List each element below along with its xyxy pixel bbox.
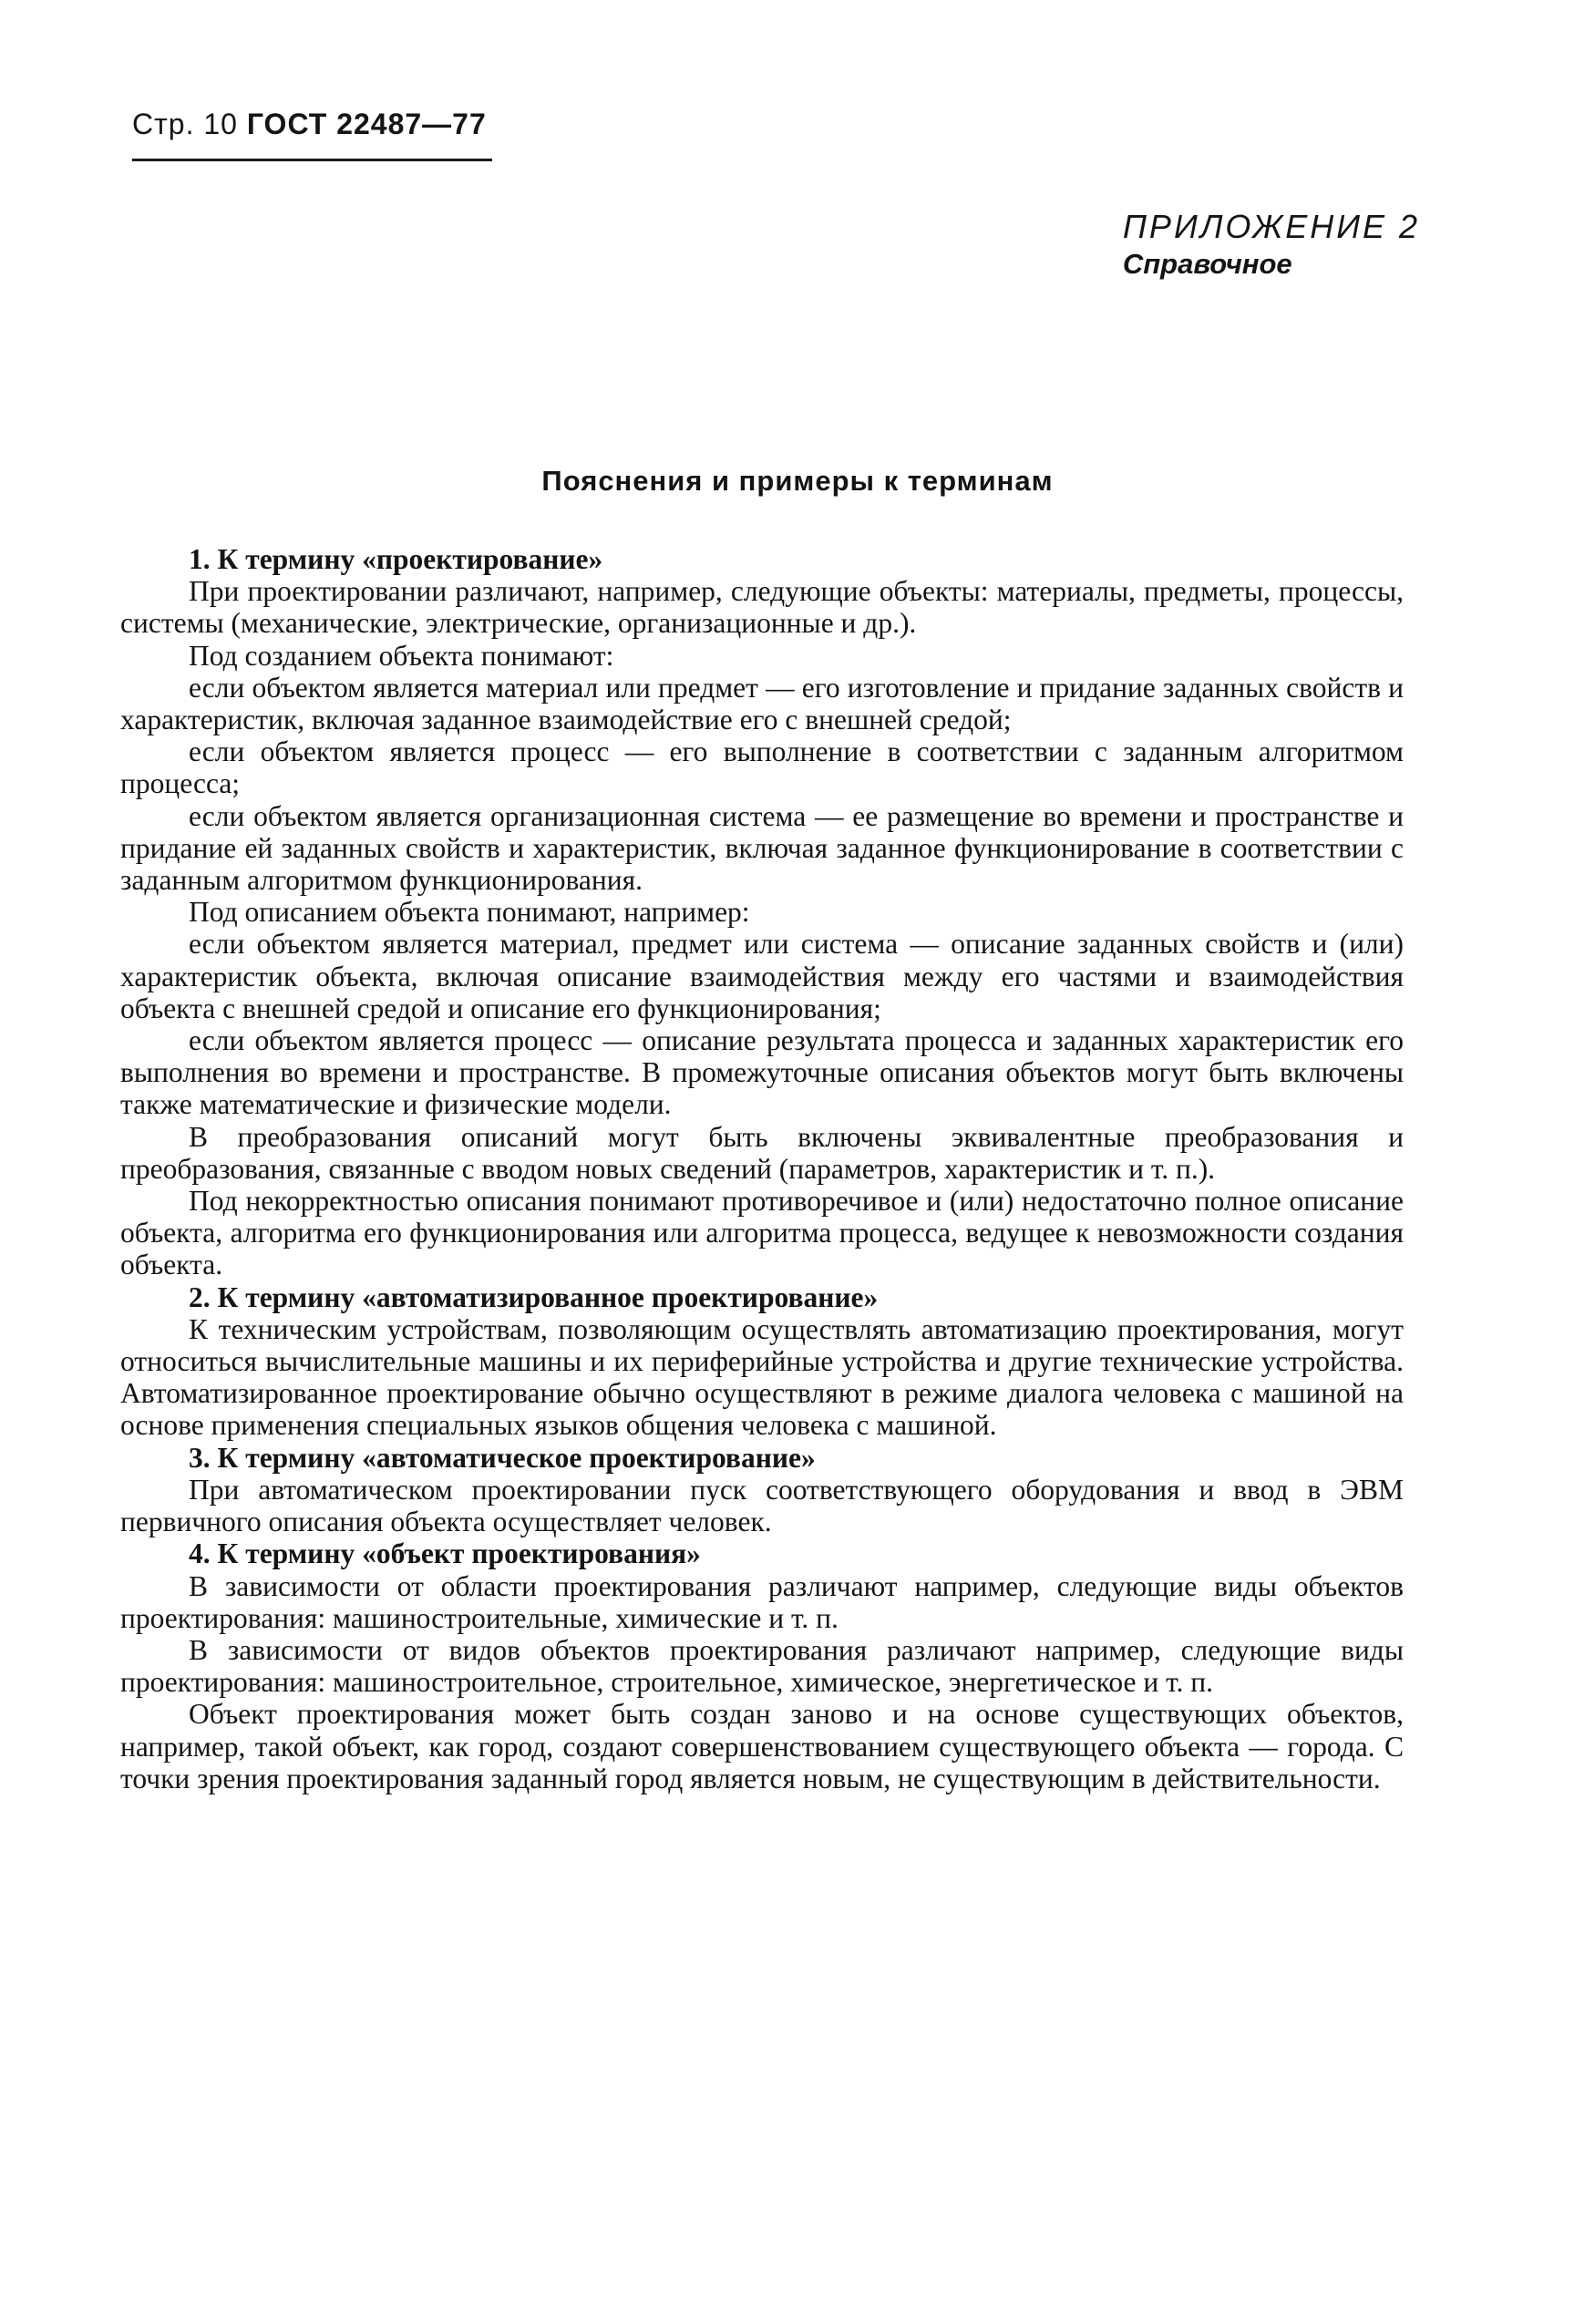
paragraph: Под описанием объекта понимают, например:: [189, 896, 750, 929]
section-heading: 2. К термину «автоматизированное проектирование»: [189, 1280, 879, 1313]
appendix-title: ПРИЛОЖЕНИЕ 2: [1122, 208, 1420, 245]
paragraph: если объектом является процесс — его выполнение в соответствии с заданным алгоритмом процесса;: [120, 735, 1404, 800]
paragraph: Под некорректностью описания понимают противоречивое и (или) недостаточно полное описание объекта, алгоритма его функционирования или алгоритма процесса, ведущее к невозможности создания объекта.: [120, 1185, 1404, 1281]
paragraph: При автоматическом проектировании пуск соответствующего оборудования и ввод в ЭВМ первичного описания объекта осуществляет человек.: [120, 1473, 1404, 1538]
paragraph: К техническим устройствам, позволяющим осуществлять автоматизацию проектирования, могут относиться вычислительные машины и их периферийные устройства и другие технические устройства. Автоматизированное проектирование обычно осуществляют в режиме диалога человека с машиной на основе применения специальных языков общения человека с машиной.: [120, 1312, 1404, 1442]
paragraph: если объектом является процесс — описание результата процесса и заданных характеристик его выполнения во времени и пространстве. В промежуточные описания объектов могут быть включены также математические и физические модели.: [120, 1024, 1404, 1121]
paragraph: если объектом является материал или предмет — его изготовление и придание заданных свойств и характеристик, включая заданное взаимодействие его с внешней средой;: [120, 671, 1404, 736]
paragraph: В зависимости от видов объектов проектирования различают например, следующие виды проектирования: машиностроительное, строительное, химическое, энергетическое и т. п.: [120, 1633, 1404, 1699]
header-rule: [132, 159, 492, 161]
appendix-subtitle: Справочное: [1122, 248, 1292, 280]
section-heading: 4. К термину «объект проектирования»: [189, 1537, 701, 1570]
page-header: [132, 108, 487, 141]
section-heading: 3. К термину «автоматическое проектирование»: [189, 1441, 816, 1474]
standard-number: ГОСТ 22487—77: [246, 108, 487, 140]
document-body: [120, 543, 1404, 1794]
paragraph: Под созданием объекта понимают:: [189, 639, 614, 672]
paragraph: Объект проектирования может быть создан заново и на основе существующих объектов, например, такой объект, как город, создают совершенствованием существующего объекта — города. С точки зрения проектирования заданный город является новым, не существующим в действительности.: [120, 1698, 1404, 1794]
appendix-label: [1123, 208, 1420, 281]
paragraph: В зависимости от области проектирования различают например, следующие виды объектов проектирования: машиностроительные, химические и т. п.: [120, 1569, 1404, 1634]
section-heading: 1. К термину «проектирование»: [189, 543, 603, 575]
paragraph: При проектировании различают, например, следующие объекты: материалы, предметы, процессы, системы (механические, электрические, организационные и др.).: [120, 575, 1404, 640]
paragraph: если объектом является организационная система — ее размещение во времени и пространстве и придание ей заданных свойств и характеристик, включая заданное функционирование в соответствии с заданным алгоритмом функционирования.: [120, 799, 1404, 897]
paragraph: В преобразования описаний могут быть включены эквивалентные преобразования и преобразования, связанные с вводом новых сведений (параметров, характеристик и т. п.).: [120, 1120, 1404, 1185]
document-title: Пояснения и примеры к терминам: [541, 465, 1054, 497]
paragraph: если объектом является материал, предмет или система — описание заданных свойств и (или) характеристик объекта, включая описание взаимодействия между его частями и взаимодействия объекта с внешней средой и описание его функционирования;: [120, 928, 1404, 1024]
page-number: Стр. 10: [132, 108, 238, 140]
